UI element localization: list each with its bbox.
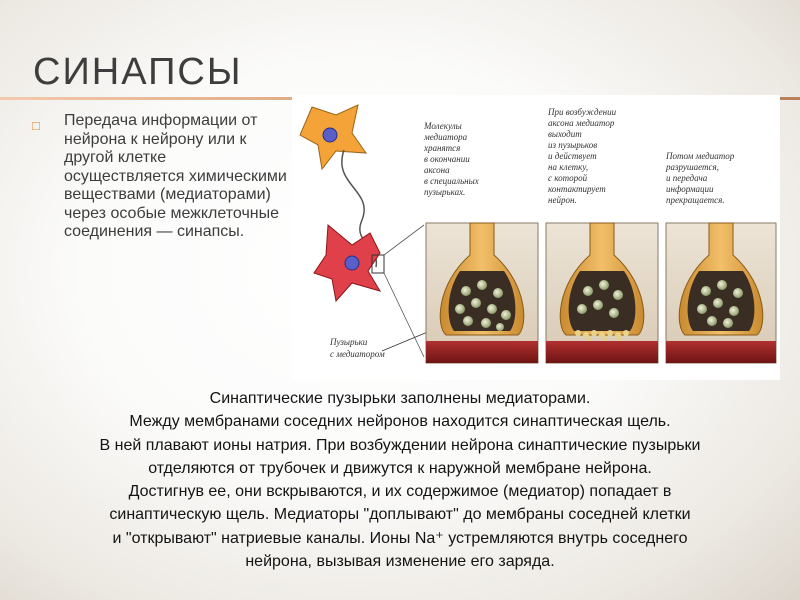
synapse-panel-storage [426,223,538,363]
caption-release: При возбуждении аксона медиатор выходит из пузырьков и действует на клетку, с которой контактирует нейрон. [548,107,617,205]
body-line: Достигнув ее, они вскрываются, и их содержимое (медиатор) попадает в [128,483,672,501]
top-neuron [300,105,366,169]
synapse-illustration [292,95,780,380]
bullet-text: Передача информации от нейрона к нейрону или к другой клетке осуществляется химическими веществами (медиаторами) через особые межклеточные соединения — синапсы. [64,112,287,240]
body-paragraph [10,387,790,573]
body-line: Синаптические пузырьки заполнены медиаторами. [209,390,591,407]
body-line: и "открывают" натриевые каналы. Ионы Na⁺ устремляются внутрь соседнего [112,529,688,547]
caption-destruction: Потом медиатор разрушается, и передача информации прекращается. [666,151,735,205]
body-line: синаптическую щель. Медиаторы "доплывают" до мембраны соседней клетки [109,506,691,524]
bottom-neuron [314,225,384,301]
zoom-line-top [384,225,424,255]
synapse-figure [292,95,780,380]
vesicle-label: Пузырьки с медиатором [330,337,385,359]
slide-title: СИНАПСЫ [33,51,243,93]
synapse-panel-destruction [666,223,776,363]
synapse-panel-release [546,223,658,363]
body-line: нейрона, вызывая изменение его заряда. [245,553,555,571]
body-line: В ней плавают ионы натрия. При возбуждении нейрона синаптические пузырьки [99,436,701,454]
caption-storage: Молекулы медиатора хранятся в окончании аксона в специальных пузырьках. [424,121,479,197]
bullet-icon: □ [32,118,40,133]
zoom-line-bottom [384,273,424,357]
body-line: Между мембранами соседних нейронов находится синаптическая щель. [129,413,671,431]
body-line: отделяются от трубочек и движутся к наружной мембране нейрона. [148,459,652,477]
